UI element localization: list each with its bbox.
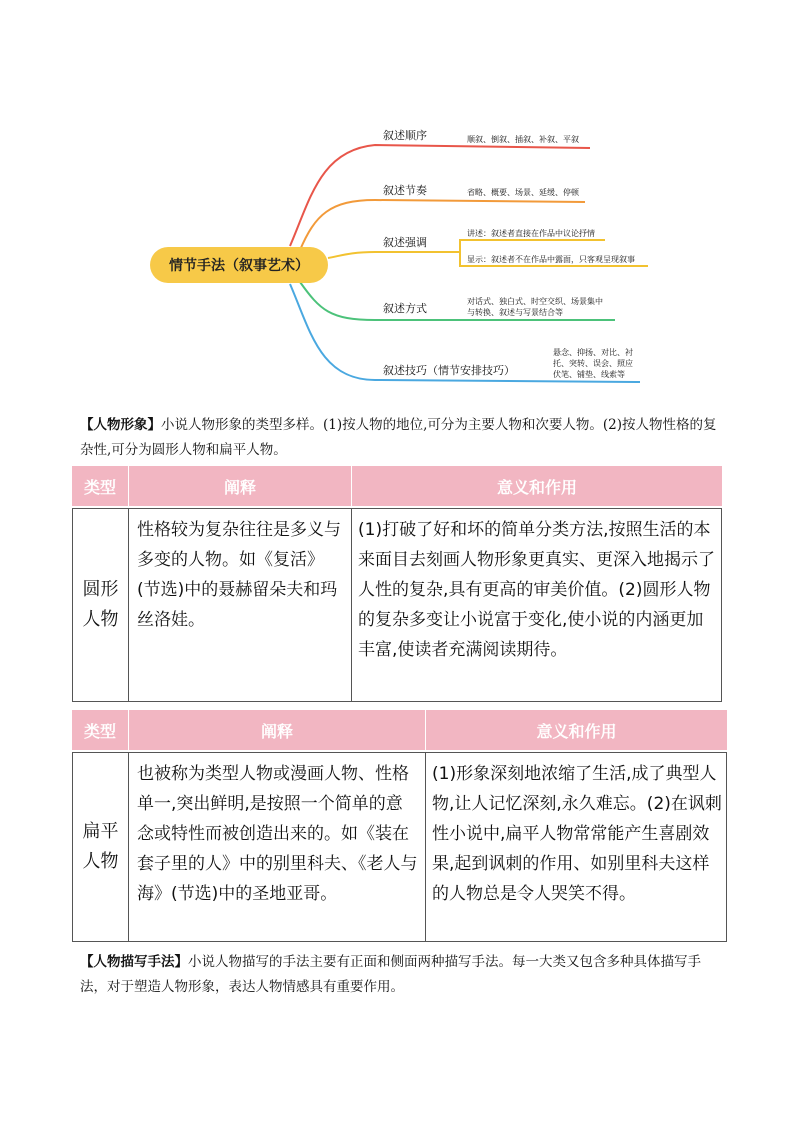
paragraph-character-image xyxy=(80,413,720,463)
branch-item-1-1: 顺叙、倒叙、插叙、补叙、平叙 xyxy=(467,135,579,144)
branch-item-4-2: 与转换、叙述与写景结合等 xyxy=(467,308,563,317)
paragraph-description-methods xyxy=(80,950,720,1000)
type-label: 圆形人物 xyxy=(82,579,119,630)
branch-line-2 xyxy=(300,200,585,250)
branch-item-5-3: 伏笔、铺垫、线索等 xyxy=(553,370,625,379)
table-cell-meaning xyxy=(425,752,727,942)
branch-item-4-1: 对话式、独白式、时空交织、场景集中 xyxy=(467,297,603,306)
table-cell-meaning xyxy=(351,508,722,702)
table-round-character xyxy=(72,466,722,702)
meaning-text: (1)打破了好和坏的简单分类方法,按照生活的本来面目去刻画人物形象更真实、更深入地揭示了人性的复杂,具有更高的审美价值。(2)圆形人物的复杂多变让小说富于变化,使小说的内涵更加丰富,使读者充满阅读期待。 xyxy=(358,520,715,660)
branch-item-5-1: 悬念、抑扬、对比、衬 xyxy=(553,348,633,357)
branch-label-4: 叙述方式 xyxy=(383,302,427,315)
table-header-type: 类型 xyxy=(72,710,128,750)
mindmap xyxy=(0,0,800,400)
branch-item-2-1: 省略、概要、场景、延缓、停顿 xyxy=(467,188,579,197)
table-cell-type xyxy=(72,752,129,942)
table-header-explain: 阐释 xyxy=(129,466,351,506)
explain-text: 也被称为类型人物或漫画人物、性格单一,突出鲜明,是按照一个简单的意念或特性而被创造出来的。如《装在套子里的人》中的别里科夫、《老人与海》(节选)中的圣地亚哥。 xyxy=(137,764,418,904)
branch-item-5-2: 托、突转、误会、照应 xyxy=(553,359,633,368)
paragraph-tag: 【人物形象】 xyxy=(80,417,161,433)
paragraph-text: 小说人物描写的手法主要有正面和侧面两种描写手法。每一大类又包含多种具体描写手法，对于塑造人物形象，表达人物情感具有重要作用。 xyxy=(80,954,701,995)
mindmap-lines xyxy=(0,0,800,400)
table-cell-type xyxy=(72,508,129,702)
table-flat-character xyxy=(72,710,727,942)
mindmap-center: 情节手法（叙事艺术） xyxy=(150,247,328,283)
paragraph-text: 小说人物形象的类型多样。(1)按人物的地位,可分为主要人物和次要人物。(2)按人物性格的复杂性,可分为圆形人物和扁平人物。 xyxy=(80,417,717,458)
branch-item-3-2: 显示：叙述者不在作品中露面，只客观呈现叙事 xyxy=(467,255,635,264)
table-header-meaning: 意义和作用 xyxy=(426,710,727,750)
table-header-type: 类型 xyxy=(72,466,128,506)
table-cell-explain xyxy=(128,508,352,702)
table-cell-explain xyxy=(128,752,426,942)
table-header-explain: 阐释 xyxy=(129,710,425,750)
table-header-meaning: 意义和作用 xyxy=(352,466,722,506)
type-label: 扁平人物 xyxy=(82,821,119,872)
branch-label-1: 叙述顺序 xyxy=(383,129,427,142)
explain-text: 性格较为复杂往往是多义与多变的人物。如《复活》(节选)中的聂赫留朵夫和玛丝洛娃。 xyxy=(137,520,341,630)
branch-item-3-1: 讲述：叙述者直接在作品中议论抒情 xyxy=(467,229,595,238)
meaning-text: (1)形象深刻地浓缩了生活,成了典型人物,让人记忆深刻,永久难忘。(2)在讽刺性小说中,扁平人物常常能产生喜剧效果,起到讽刺的作用、如别里科夫这样的人物总是令人哭笑不得。 xyxy=(432,764,722,904)
branch-label-3: 叙述强调 xyxy=(383,236,427,249)
branch-label-5: 叙述技巧（情节安排技巧） xyxy=(383,364,515,377)
branch-label-2: 叙述节奏 xyxy=(383,184,427,197)
paragraph-tag: 【人物描写手法】 xyxy=(80,954,188,970)
